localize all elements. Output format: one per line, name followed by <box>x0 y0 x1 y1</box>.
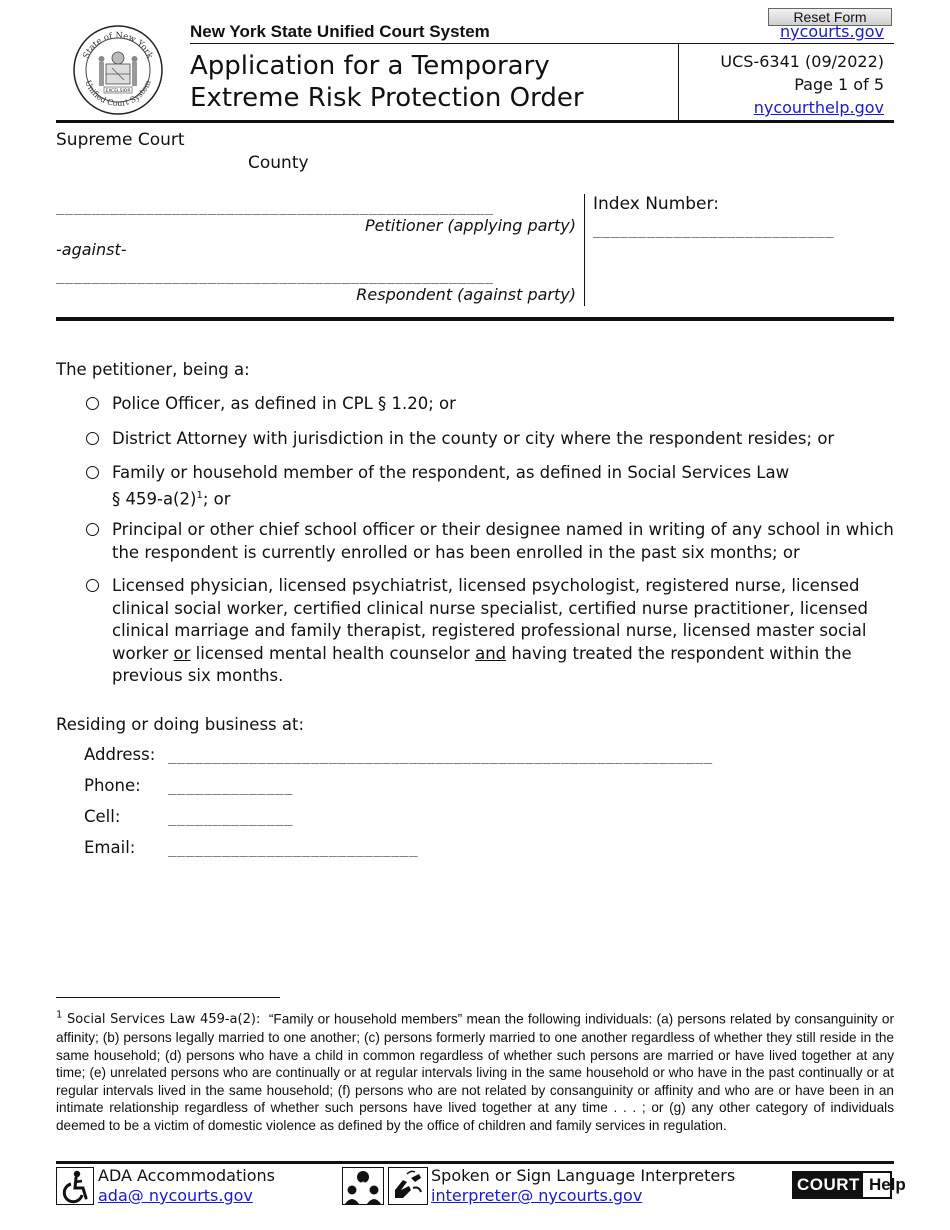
page-info: Page 1 of 5 <box>794 75 884 94</box>
petitioner-name-field[interactable]: _________________________________________________ <box>56 199 494 215</box>
police-officer-radio[interactable] <box>86 397 99 410</box>
district-attorney-radio[interactable] <box>86 432 99 445</box>
option-label: Licensed physician, licensed psychiatrist, licensed psychologist, registered nurse, licensed clinical social worker, certified clinical nurse specialist, certified nurse practitioner, licensed clinical marriage and family therapist, registered professional nurse, licensed master social worker or licensed mental health counselor and having treated the respondent within the previous six months. <box>112 576 868 685</box>
residing-label: Residing or doing business at: <box>56 715 305 734</box>
email-field[interactable]: ____________________________ <box>168 841 419 857</box>
against-label: -against- <box>56 240 127 259</box>
footnote-ref: 1 <box>196 489 203 501</box>
nycourthelp-link[interactable]: nycourthelp.gov <box>753 98 884 117</box>
petitioner-label: Petitioner (applying party) <box>365 216 576 235</box>
form-title-line1: Application for a Temporary <box>190 51 550 81</box>
caption-vertical-divider <box>584 194 585 306</box>
form-title <box>190 50 584 114</box>
index-number-field[interactable]: ___________________________ <box>593 222 835 238</box>
footnote-marker: 1 <box>56 1010 63 1021</box>
footnote-text: “Family or household members” mean the following individuals: (a) persons related by consanguinity or affinity; (b) persons legally married to one another; (c) persons formerly married to one another regardless of whether they still reside in the same household; (d) persons who have a child in common regardless of whether such persons are married or have lived together at any time; (e) unrelated persons who are continually or at regular intervals living in the same household or who have in the past continually or at regular intervals lived in the same household; (f) persons who are not related by consanguinity or affinity and who are or have been in an intimate relationship regardless of whether such persons have lived together at any time . . . ; or (g) any other category of individuals deemed to be a victim of domestic violence as defined by the office of children and family services in regulation. <box>56 1011 894 1133</box>
header-vertical-divider <box>678 44 679 120</box>
svg-text:State of New York: State of New York <box>81 30 155 61</box>
option-licensed-professional[interactable] <box>86 575 896 688</box>
courthelp-logo[interactable] <box>792 1171 906 1199</box>
court-name: Supreme Court <box>56 130 185 150</box>
court-seal-logo <box>72 24 164 116</box>
footnote-separator <box>56 997 280 998</box>
wheelchair-accessibility-icon <box>56 1167 94 1205</box>
phone-field[interactable]: ______________ <box>168 779 294 795</box>
header-divider <box>190 43 894 44</box>
courthelp-logo-court: COURT <box>794 1173 863 1197</box>
form-title-line2: Extreme Risk Protection Order <box>190 83 584 113</box>
address-field[interactable]: _____________________________________________________________ <box>168 748 713 764</box>
ada-email-link[interactable]: ada@ nycourts.gov <box>98 1186 253 1205</box>
svg-text:Unified Court System: Unified Court System <box>83 78 153 109</box>
family-member-radio[interactable] <box>86 466 99 479</box>
option-principal[interactable] <box>86 519 896 564</box>
cell-field[interactable]: ______________ <box>168 810 294 826</box>
option-label: Police Officer, as defined in CPL § 1.20; or <box>112 394 456 413</box>
cell-label: Cell: <box>84 807 121 826</box>
respondent-name-field[interactable]: _________________________________________________ <box>56 268 494 284</box>
header-bottom-rule <box>56 120 894 123</box>
email-label: Email: <box>84 838 136 857</box>
option-label: District Attorney with jurisdiction in the county or city where the respondent resides; or <box>112 429 835 448</box>
county-label: County <box>248 153 309 173</box>
reset-form-button[interactable]: Reset Form <box>768 8 892 26</box>
interpreters-title: Spoken or Sign Language Interpreters <box>431 1166 736 1185</box>
form-number: UCS-6341 (09/2022) <box>720 52 884 71</box>
footer-rule <box>56 1161 894 1164</box>
respondent-label: Respondent (against party) <box>356 285 576 304</box>
caption-bottom-rule <box>56 317 894 321</box>
courthelp-logo-help: Help <box>868 1175 906 1194</box>
option-label: Principal or other chief school officer or their designee named in writing of any school in which the respondent is currently enrolled or has been enrolled in the past six months; or <box>112 520 894 562</box>
licensed-professional-radio[interactable] <box>86 579 99 592</box>
index-number-label: Index Number: <box>593 194 719 214</box>
nycourts-link[interactable]: nycourts.gov <box>779 22 884 41</box>
sign-language-icon <box>388 1167 428 1205</box>
court-system-name: New York State Unified Court System <box>190 22 490 41</box>
option-district-attorney[interactable] <box>86 428 896 451</box>
spoken-language-icon <box>342 1167 384 1205</box>
footnote <box>56 1007 894 1134</box>
interpreter-email-link[interactable]: interpreter@ nycourts.gov <box>431 1186 643 1205</box>
footnote-lead: Social Services Law 459-a(2): <box>67 1012 261 1028</box>
svg-text:EXCELSIOR: EXCELSIOR <box>105 88 131 94</box>
principal-radio[interactable] <box>86 523 99 536</box>
option-police-officer[interactable] <box>86 393 896 416</box>
ada-accommodations-title: ADA Accommodations <box>98 1166 275 1185</box>
phone-label: Phone: <box>84 776 141 795</box>
option-label: Family or household member of the respondent, as defined in Social Services Law § $459-a(2)^1$; or <box>112 463 790 508</box>
petitioner-intro: The petitioner, being a: <box>56 360 250 379</box>
option-family-member[interactable] <box>86 462 896 511</box>
form-info <box>720 50 884 119</box>
address-label: Address: <box>84 745 156 764</box>
